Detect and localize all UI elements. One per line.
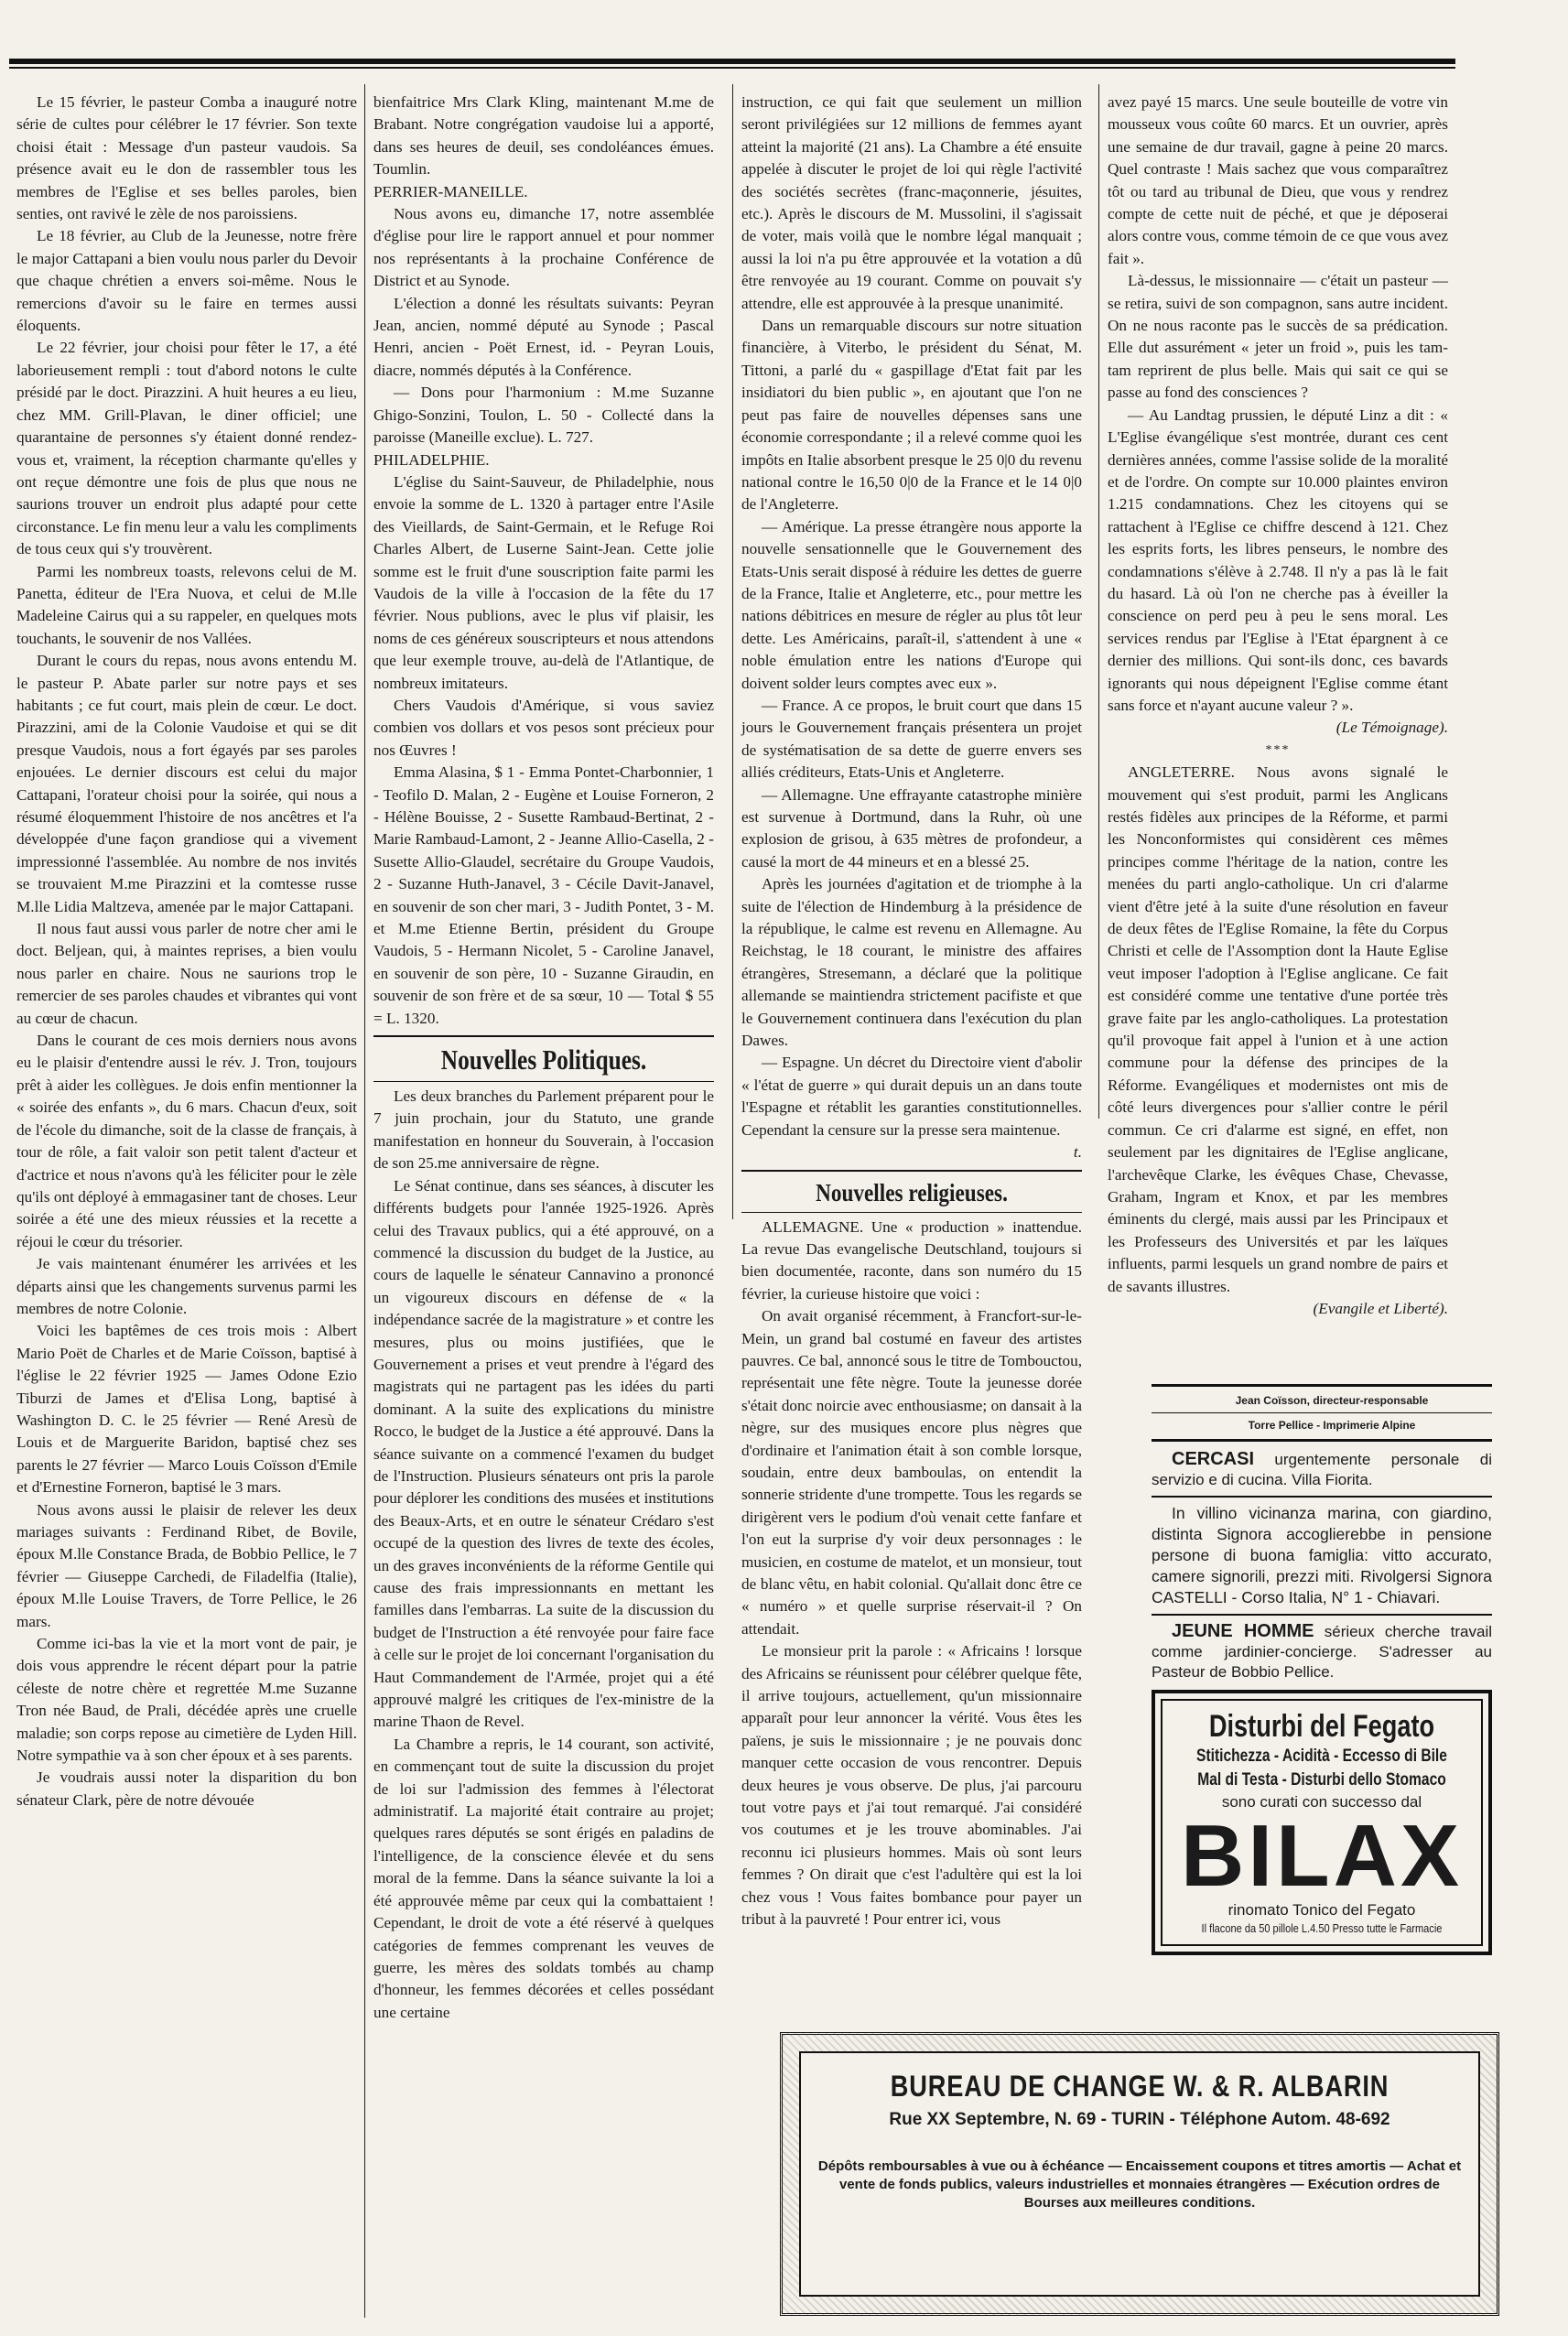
- paragraph: Parmi les nombreux toasts, relevons celui de M. Panetta, éditeur de l'Era Nuova, et celui de M.lle Madeleine Cairus qui a su rappeler, en quelques mots touchants, le souvenir de nos Vallées.: [16, 562, 357, 647]
- paragraph: Le monsieur prit la parole : « Africains ! lorsque des Africains se réunissent pour célébrer quelque fête, il arrive toujours, actuellement, qu'un missionnaire apparaît pour leur annoncer la vérité. Vous êtes les païens, je suis le missionnaire ; je ne pouvais donc manquer cette occasion de vous rencontrer. Depuis deux heures je vous observe. De plus, j'ai parcouru tout votre pays et j'ai tout remarqué. J'ai considéré vos coutumes et je les trouve abominables. J'ai reconnu ici plusieurs hommes. Mais où sont leurs femmes ? On dirait que c'est l'adultère qui est la loi chez vous ! Vous faites bombance pour payer un tribut à la pauvreté ! Pour entrer ici, vous: [741, 1642, 1082, 1929]
- section-rule: [741, 1212, 1082, 1213]
- signature: (Evangile et Liberté).: [1313, 1299, 1448, 1317]
- paragraph: instruction, ce qui fait que seulement un million seront privilégiées sur 12 millions de femmes ayant atteint la majorité (21 ans). La Chambre a été ensuite appelée à discuter le projet de loi qui règle l'activité des sociétés secrètes (franc-maçonnerie, jésuites, etc.). Après le discours de M. Mussolini, il s'agissait de voter, mais voilà que le nombre légal manquait ; aussi la loi n'a pu être approuvée et la votation a dû être renvoyée au 19 courant. Comme on pouvait s'y attendre, elle est approuvée à la presque unanimité.: [741, 93, 1082, 312]
- paragraph: Je voudrais aussi noter la disparition du bon sénateur Clark, père de notre dévouée: [16, 1768, 357, 1809]
- paragraph: Comme ici-bas la vie et la mort vont de pair, je dois vous apprendre le récent départ pour la patrie céleste de notre chère et regrettée M.me Suzanne Tron née Baud, de Prali, décédée après une cruelle maladie; son corps repose au cimetière de Lyden Hill. Notre sympathie va à son cher époux et à ses parents.: [16, 1635, 357, 1765]
- column-divider: [732, 84, 733, 1219]
- paragraph: Le Sénat continue, dans ses séances, à discuter les différents budgets pour l'année 1925-1926. Après celui des Travaux publics, qui a été approuvé, on a commencé la discussion du budget de la Justice, au cours de laquelle le sénateur Cannavino a prononcé un vigoureux discours en défense de « la indépendance sacrée de la magistrature » et contre les mesures, plus ou moins justifiées, que le Gouvernement a prises et veut prendre à l'égard des magistrats qui ne partagent pas les idées du parti dominant. A la suite des explications du ministre Rocco, le budget de la Justice a été approuvé. Dans la séance suivante on a commencé l'examen du budget de l'Instruction. Plusieurs sénateurs ont pris la parole pour déplorer les conditions des musées et institutions des Beaux-Arts, et en outre le sénateur Crédaro s'est occupé de la question des livres de texte des écoles, un des graves inconvénients de la réforme Gentile qui cause des frais impressionnants en mettant les familles dans l'embarras. La suite de la discussion du budget de l'Instruction a été renvoyée pour faire face à celle sur le projet de loi concernant l'organisation du Haut Commandement de l'Armée, projet qui a été approuvé malgré les critiques de l'ex-ministre de la marine Thaon de Revel.: [373, 1176, 714, 1731]
- paragraph: — Dons pour l'harmonium : M.me Suzanne Ghigo-Sonzini, Toulon, L. 50 - Collecté dans la paroisse (Maneille exclue). L. 727.: [373, 384, 714, 447]
- header-rule: [9, 59, 1455, 64]
- colophon-rule: [1152, 1439, 1492, 1442]
- ad-cercasi-lead: CERCASI: [1172, 1449, 1255, 1469]
- paragraph: — Espagne. Un décret du Directoire vient d'abolir « l'état de guerre » qui durait depuis un an dans toute l'Espagne et rétablit les garanties constitutionnelles. Cependant la censure sur la presse sera maintenue.: [741, 1054, 1082, 1139]
- paragraph: — Au Landtag prussien, le député Linz a dit : « L'Eglise évangélique s'est montrée, durant ces cent dernières années, comme l'assise solide de la moralité et de l'ordre. On compte sur 10.000 plaintes environ 1.215 condamnations. Chez les citoyens qui se rattachent à l'Eglise ce chiffre descend à 121. Chez les esprits forts, les libres penseurs, le nombre des condamnations s'élève à 2.748. Il n'y a pas là le fait du hasard. Là où l'on ne cherche pas à éveiller la conscience on perd peu à peu le sens moral. Les services rendus par l'Eglise à l'Etat épargnent à ce dernier des millions. Qui sont-ils donc, ces bavards ignorants qui nous dépeignent l'Eglise comme étant sans force et n'ayant aucune valeur ? ».: [1108, 406, 1448, 714]
- column-2: [373, 92, 714, 2316]
- section-rule: [373, 1035, 714, 1037]
- bilax-symptoms-1: Stitichezza - Acidità - Eccesso di Bile: [1196, 1747, 1447, 1766]
- colophon-rule: [1152, 1412, 1492, 1413]
- paragraph: bienfaitrice Mrs Clark Kling, maintenant M.me de Brabant. Notre congrégation vaudoise lui a apporté, dans ses heures de deuil, ses condoléances émues. Toumlin.: [373, 93, 714, 178]
- paragraph: Voici les baptêmes de ces trois mois : Albert Mario Poët de Charles et de Marie Coïsson, baptisé à l'église le 22 février 1925 — James Odone Ezio Tiburzi de James et d'Elisa Long, baptisé à Washington D. C. le 25 février — René Aresù de Louis et de Marguerite Baridon, baptisé chez ses parents le 27 février — Marco Louis Coïsson d'Emile et d'Ernestine Forneron, baptisé le 3 mars.: [16, 1322, 357, 1497]
- paragraph: Je vais maintenant énumérer les arrivées et les départs ainsi que les changements survenus parmi les membres de notre Colonie.: [16, 1255, 357, 1317]
- column-divider: [1098, 84, 1099, 1119]
- paragraph: Chers Vaudois d'Amérique, si vous saviez combien vos dollars et vos pesos sont précieux pour nos Œuvres !: [373, 696, 714, 759]
- paragraph: Le 15 février, le pasteur Comba a inauguré notre série de cultes pour célébrer le 17 février. Son texte choisi était : Message d'un pasteur vaudois. Sa présence avait eu le don de rassembler tous les membres de l'Eglise et ses belles paroles, bien senties, ont ravivé le zèle de nos paroissiens.: [16, 93, 357, 223]
- paragraph: Le 18 février, au Club de la Jeunesse, notre frère le major Cattapani a bien voulu nous parler du Devoir que chaque chrétien a envers soi-même. Nous le remercions d'avoir su le faire en termes aussi éloquents.: [16, 227, 357, 335]
- paragraph: Nous avons eu, dimanche 17, notre assemblée d'église pour lire le rapport annuel et pour nommer nos représentants à la prochaine Conférence de District et au Synode.: [373, 205, 714, 290]
- ad-rule: [1152, 1496, 1492, 1498]
- bureau-address: Rue XX Septembre, N. 69 - TURIN - Téléphone Autom. 48-692: [889, 2110, 1390, 2129]
- bilax-price: Il flacone da 50 pillole L.4.50 Presso tutte le Farmacie: [1201, 1921, 1443, 1935]
- paragraph: Dans le courant de ces mois derniers nous avons eu le plaisir d'entendre aussi le rév. J. Tron, toujours prêt à aider les collègues. Je dois enfin mentionner la « soirée des enfants », du 6 mars. Chacun d'eux, soit de l'école du dimanche, soit de la classe de français, à tour de rôle, a fait valoir son petit talent d'acteur et d'actrice et nous n'avons qu'à les féliciter pour le zèle qu'ils ont déployé à emmagasiner tant de choses. Leur soirée a été une des mieux réussies et la recette a réjoui le cœur du trésorier.: [16, 1032, 357, 1250]
- bilax-symptoms-2: Mal di Testa - Disturbi dello Stomaco: [1197, 1770, 1446, 1790]
- paragraph: L'église du Saint-Sauveur, de Philadelphie, nous envoie la somme de L. 1320 à partager entre l'Asile des Vieillards, de Saint-Germain, et le Refuge Roi Charles Albert, de Luserne Saint-Jean. Cette jolie somme est le fruit d'une souscription faite parmi les Vaudois de la ville à l'occasion de la fête du 17 février. Nous publions, avec le plus vif plaisir, les noms de ces généreux souscripteurs et nous attendons que leur exemple trouve, au-delà de l'Atlantique, de nombreux imitateurs.: [373, 472, 714, 692]
- section-rule: [373, 1081, 714, 1082]
- paragraph: Nous avons aussi le plaisir de relever les deux mariages suivants : Ferdinand Ribet, de Bovile, époux M.lle Constance Brada, de Bobbio Pellice, le 7 février — Giuseppe Carchedi, de Filadelfia (Italie), époux M.lle Louise Travers, de Torre Pellice, le 26 mars.: [16, 1500, 357, 1630]
- paragraph: Les deux branches du Parlement préparent pour le 7 juin prochain, jour du Statuto, une grande manifestation en honneur du Souverain, à l'occasion de son 25.me anniversaire de règne.: [373, 1087, 714, 1173]
- signature: t.: [1073, 1143, 1082, 1162]
- paragraph: On avait organisé récemment, à Francfort-sur-le-Mein, un grand bal costumé en faveur des artistes pauvres. Ce bal, annoncé sous le titre de Tombouctou, représentait une fête nègre. Toute la jeunesse dorée s'était donc noircie avec enthousiasme; on dansait à la nègre, sur des musiques encore plus nègres que d'ordinaire et l'animation était à son comble lorsque, soudain, entre deux bamboulas, on entendit la sonnerie stridente d'une trompette. Tous les regards se dirigèrent vers le podium d'où venait cette fanfare et l'on eut la surprise d'y voir deux personnages : le musicien, en costume de matelot, et un monsieur, tout de blanc vêtu, en habit colonial. Qu'allait donc être ce « numéro » et quelle surprise réservait-il ? On attendait.: [741, 1307, 1082, 1638]
- paragraph: — Amérique. La presse étrangère nous apporte la nouvelle sensationnelle que le Gouvernement des Etats-Unis serait disposé à réduire les dettes de guerre de la France, Italie et Angleterre, etc., pour mettre les nations débitrices en mesure de régler au plus tôt leur dette. Les Américains, paraît-il, s'attendent à une « noble émulation entre les nations d'Europe qui doivent solder leurs comptes avec eux ».: [741, 517, 1082, 692]
- paragraph: Là-dessus, le missionnaire — c'était un pasteur — se retira, suivi de son compagnon, sans autre incident. On ne nous raconte pas le succès de sa prédication. Elle dut assurément « jeter un froid », puis les tam-tam reprirent de plus belle. Mais qui sait ce qui se passe au fond des consciences ?: [1108, 272, 1448, 402]
- section-stars: ***: [1265, 742, 1291, 757]
- bureau-de-change-advert: [780, 2032, 1499, 2316]
- ad-rule: [1152, 1614, 1492, 1616]
- paragraph: ANGLETERRE. Nous avons signalé le mouvement qui s'est produit, parmi les Anglicans restés fidèles aux principes de la Réforme, et parmi les Nonconformistes qui considèrent ces mêmes principes comme l'héritage de la nation, contre les menées du parti anglo-catholique. Un cri d'alarme vient d'être jeté à la suite d'une résolution en faveur de deux fêtes de l'Eglise Romaine, la fête du Corpus Christi et celle de l'Assomption dont la Haute Eglise veut imposer l'adoption à l'Eglise anglicane. Ce fait est considéré comme une tentative d'une portée très grave faite par les anglo-catholiques. La protestation qu'il provoque fait appel à l'union et à une action commune pour la défense des principes de la Réforme. Evangéliques et modernistes ont mis de côté leurs divergences pour s'allier contre le péril commun. Ce cri d'alarme est signé, en effet, non seulement par les dignitaires de l'Eglise anglicane, l'archevêque Clarke, les évêques Chase, Chevasse, Graham, Ingram et Knox, et par les membres éminents du clergé, mais aussi par les Principaux et les Professeurs des Universités et par les laïques influents, parmi lesquels un grand nombre de pairs et de savants illustres.: [1108, 763, 1448, 1295]
- paragraph: avez payé 15 marcs. Une seule bouteille de votre vin mousseux vous coûte 60 marcs. Et un ouvrier, après une semaine de dur travail, gagne à peine 20 marcs. Quel contraste ! Mais sachez que vous comparaîtrez tôt ou tard au tribunal de Dieu, que vous y rendrez compte de cette nuit de péché, et que je déposerai alors contre vous, comme témoin de ce que vous avez fait ».: [1108, 93, 1448, 267]
- paragraph: Il nous faut aussi vous parler de notre cher ami le doct. Beljean, qui, à maintes reprises, a bien voulu nous parler en chaire. Nous ne saurions trop le remercier de ses paroles chaudes et vibrantes qui vont au cœur de chacun.: [16, 920, 357, 1027]
- religion-title: Nouvelles religieuses.: [816, 1178, 1008, 1206]
- bilax-headline: Disturbi del Fegato: [1208, 1709, 1435, 1744]
- paragraph: — France. A ce propos, le bruit court que dans 15 jours le Gouvernement français présentera un projet de systématisation de sa dette de guerre envers ses alliés créditeurs, Etats-Unis et Angleterre.: [741, 696, 1082, 782]
- section-heading-perrier: PERRIER-MANEILLE.: [373, 182, 528, 200]
- ad-jeune-homme-lead: JEUNE HOMME: [1172, 1621, 1314, 1641]
- ad-cercasi: [1152, 1449, 1492, 1490]
- paragraph: La Chambre a repris, le 14 courant, son activité, en commençant tout de suite la discussion du projet de loi sur l'admission des femmes à l'électorat administratif. La majorité était contraire au projet; quelques rares députés se sont érigés en paladins de l'intelligence, de la conscience élevée et du sens moral de la femme. Dans la séance suivante la loi a été approuvée même par ceux qui la combattaient ! Cependant, le droit de vote a été réservé à quelques catégories de femmes comprenant les veuves de guerre, les mères des soldats tombés au champ d'honneur, les femmes décorées et celles possédant une certaine: [373, 1735, 714, 2021]
- ad-cercasi-text: urgentemente personale di servizio e di cucina. Villa Fiorita.: [1152, 1451, 1492, 1488]
- paragraph: — Allemagne. Une effrayante catastrophe minière est survenue à Dortmund, dans la Ruhr, où une explosion de grisou, à 635 mètres de profondeur, a causé la mort de 44 mineurs et en a blessé 25.: [741, 785, 1082, 871]
- bilax-brand: BILAX: [1181, 1807, 1463, 1905]
- header-rule-thin: [9, 67, 1455, 69]
- bilax-advert: [1152, 1690, 1492, 1955]
- column-divider: [364, 84, 365, 2318]
- colophon-director: Jean Coïsson, directeur-responsable: [1235, 1394, 1429, 1407]
- bureau-title: BUREAU DE CHANGE W. & R. ALBARIN: [890, 2070, 1390, 2103]
- paragraph: L'élection a donné les résultats suivants: Peyran Jean, ancien, nommé député au Synode ; Pascal Henri, ancien - Poët Ernest, id. - Peyran Louis, diacre, nommés députés à la Conférence.: [373, 294, 714, 379]
- politics-title: Nouvelles Politiques.: [440, 1044, 647, 1076]
- colophon-rule: [1152, 1384, 1492, 1387]
- ad-villino: In villino vicinanza marina, con giardino, distinta Signora accoglierebbe in pensione persone di buona famiglia: vitto accurato, camere signorili, prezzi miti. Rivolgersi Signora CASTELLI - Corso Italia, N° 1 - Chiavari.: [1152, 1504, 1492, 1606]
- paragraph: Dans un remarquable discours sur notre situation financière, à Viterbo, le président du Sénat, M. Tittoni, a parlé du « gaspillage d'Etat fait par les insidiatori du bien public », en ajoutant que l'on ne peut pas faire de nouvelles dépenses sans une économie correspondante ; il a relevé comme quoi les impôts en Italie absorbent presque le 25 0|0 du revenu national contre le 16,50 0|0 de la France et le 14 0|0 de l'Angleterre.: [741, 317, 1082, 514]
- section-rule: [741, 1170, 1082, 1172]
- paragraph: ALLEMAGNE. Une « production » inattendue. La revue Das evangelische Deutschland, toujours si bien documentée, raconte, dans son numéro du 15 février, la curieuse histoire que voici :: [741, 1217, 1082, 1303]
- colophon-printer: Torre Pellice - Imprimerie Alpine: [1248, 1419, 1416, 1432]
- column-3: [741, 92, 1082, 1929]
- column-4: [1108, 92, 1448, 1317]
- ad-jeune-homme-text: sérieux cherche travail comme jardinier-concierge. S'adresser au Pasteur de Bobbio Pellice.: [1152, 1623, 1492, 1681]
- bilax-tonic: rinomato Tonico del Fegato: [1227, 1901, 1416, 1919]
- ads-column: [1152, 1379, 1492, 2019]
- bureau-advert-inner: [799, 2051, 1480, 2297]
- paragraph: Après les journées d'agitation et de triomphe à la suite de l'élection de Hindemburg à la présidence de la république, le calme est revenu en Allemagne. Au Reichstag, le 18 courant, le ministre des affaires étrangères, Stresemann, a déclaré que la politique allemande se maintiendra strictement pacifiste et que le Gouvernement continuera dans l'exécution du plan Dawes.: [741, 875, 1082, 1050]
- paragraph: Emma Alasina, $ 1 - Emma Pontet-Charbonnier, 1 - Teofilo D. Malan, 2 - Eugène et Louise Forneron, 2 - Hélène Bouisse, 2 - Susette Rambaud-Bertinat, 2 - Marie Rambaud-Lamont, 2 - Jeanne Allio-Casella, 2 - Susette Allio-Glaudel, secrétaire du Groupe Vaudois, 2 - Suzanne Huth-Janavel, 3 - Cécile Davit-Janavel, en souvenir de son cher mari, 3 - Judith Pontet, 3 - M. et M.me Etienne Bertin, président du Groupe Vaudois, 5 - Hermann Nicolet, 5 - Caroline Janavel, en souvenir de son père, 10 - Suzanne Giraudin, en souvenir de son frère et de sa sœur, 10 — Total $ 55 = L. 1320.: [373, 763, 714, 1027]
- signature: (Le Témoignage).: [1336, 719, 1448, 737]
- bilax-advert-inner: [1161, 1699, 1483, 1946]
- paragraph: Le 22 février, jour choisi pour fêter le 17, a été laborieusement rempli : tout d'abord notons le culte présidé par le doct. Pirazzini. A huit heures a eu lieu, chez MM. Grill-Plavan, le diner officiel; une quarantaine de personnes s'y étaient donné rendez-vous et, vraiment, la réception charmante qu'elles y ont reçue démontre une fois de plus que nous ne saurions trouver un endroit plus adapté pour cette circonstance. Le fin menu leur a valu les compliments de tous ceux qui s'y trouvèrent.: [16, 339, 357, 558]
- paragraph: Durant le cours du repas, nous avons entendu M. le pasteur P. Abate parler sur notre pays et ses habitants ; ce fut court, mais plein de cœur. Le doct. Pirazzini, ami de la Colonie Vaudoise et qui se dit presque Vaudois, nous a fort égayés par ses paroles enjouées. Le dernier discours est celui du major Cattapani, l'orateur choisi pour la soirée, qui nous a résumé éloquemment l'histoire de nos ancêtres et l'a développée d'une façon grandiose qui a vivement impressionné l'assemblée. Au nombre de nos invités se trouvaient M.me Pirazzini et la comtesse russe M.lle Lidia Maltzeva, amenée par le major Cattapani.: [16, 652, 357, 915]
- column-1: [16, 92, 357, 2316]
- ad-jeune-homme: [1152, 1621, 1492, 1682]
- bilax-cured-by: sono curati con successo dal: [1221, 1793, 1422, 1811]
- section-heading-philadelphie: PHILADELPHIE.: [373, 450, 490, 469]
- bureau-services: Dépôts remboursables à vue ou à échéance — Encaissement coupons et titres amortis — Achat et vente de fonds publics, valeurs industrielles et monnaies étrangères — Exécution ordres de Bourses aux meilleures conditions.: [817, 2158, 1462, 2211]
